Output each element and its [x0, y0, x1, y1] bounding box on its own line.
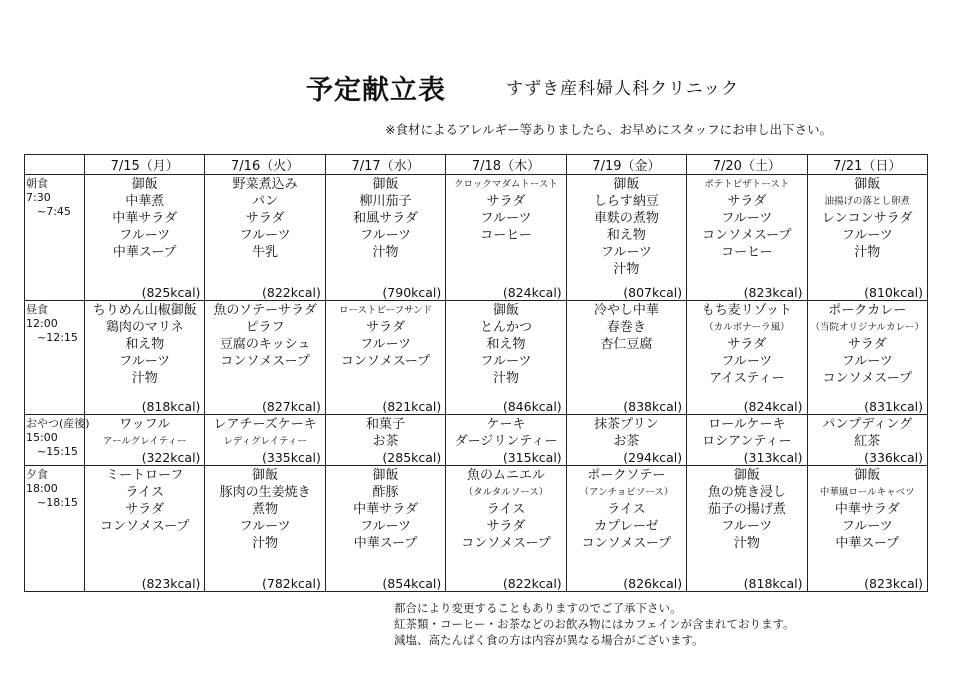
menu-item: 紅茶	[854, 434, 881, 449]
breakfast-row	[25, 175, 928, 301]
menu-item: 中華サラダ	[353, 502, 418, 517]
menu-items	[85, 175, 204, 261]
menu-cell	[687, 415, 807, 466]
meal-label-line: 12:00	[26, 317, 58, 330]
meal-label-line: 18:00	[26, 482, 58, 495]
menu-item: 和菓子	[366, 417, 406, 432]
menu-items	[446, 415, 565, 450]
menu-cell	[325, 415, 445, 466]
menu-item: 中華スープ	[353, 536, 418, 551]
snack-row	[25, 415, 928, 466]
menu-cell	[566, 466, 686, 592]
menu-item: フルーツ	[119, 228, 171, 243]
menu-cell	[85, 466, 205, 592]
menu-item: 抹茶プリン	[594, 417, 659, 432]
menu-items	[85, 415, 204, 450]
menu-items	[808, 466, 927, 552]
menu-item: 和え物	[125, 337, 165, 352]
menu-cell	[566, 175, 686, 301]
menu-item: ローストビーフサンド	[338, 305, 433, 316]
menu-item: フルーツ	[841, 228, 893, 243]
menu-cell	[807, 175, 927, 301]
menu-item: 中華スープ	[835, 536, 900, 551]
menu-item: （当院オリジナルカレー）	[810, 322, 925, 333]
menu-item: 中華煮	[125, 194, 165, 209]
calorie-value: (854kcal)	[382, 576, 442, 591]
calorie-value: (823kcal)	[141, 576, 201, 591]
menu-item: 冷やし中華	[593, 303, 659, 318]
menu-item: 中華サラダ	[834, 502, 900, 517]
day-header: 7/21（日）	[807, 155, 927, 175]
menu-item: サラダ	[486, 519, 526, 534]
calorie-value: (818kcal)	[141, 399, 201, 414]
menu-item: コンソメスープ	[581, 536, 672, 551]
menu-cell	[807, 301, 927, 415]
menu-item: フルーツ	[721, 354, 773, 369]
menu-item: 御飯	[733, 468, 760, 483]
allergy-notice: ※食材によるアレルギー等ありましたら、お早めにスタッフにお申し出下さい。	[385, 122, 833, 137]
menu-item: パンプディング	[822, 417, 913, 432]
day-header: 7/19（金）	[566, 155, 686, 175]
menu-item: ポークソテー	[587, 468, 666, 483]
menu-item: ちりめん山椒御飯	[92, 303, 197, 318]
meal-label-line: 夕食	[26, 468, 48, 481]
calorie-value: (336kcal)	[864, 450, 923, 465]
menu-item: コーヒー	[480, 228, 532, 243]
calorie-value: (322kcal)	[141, 450, 201, 465]
menu-item: 魚の焼き浸し	[707, 485, 786, 500]
calorie-value: (782kcal)	[261, 576, 321, 591]
menu-item: コンソメスープ	[461, 536, 551, 551]
menu-item: 御飯	[613, 177, 640, 192]
day-header: 7/18（木）	[446, 155, 566, 175]
calorie-value: (822kcal)	[502, 576, 562, 591]
menu-item: 汁物	[733, 536, 760, 551]
menu-item: サラダ	[486, 194, 526, 209]
menu-items	[205, 466, 324, 552]
lunch-row	[25, 301, 928, 415]
menu-item: しらす納豆	[593, 194, 659, 209]
menu-cell	[807, 415, 927, 466]
menu-item: 御飯	[372, 468, 399, 483]
menu-item: フルーツ	[239, 519, 291, 534]
menu-item: ロールケーキ	[708, 417, 786, 432]
menu-item: 杏仁豆腐	[600, 337, 653, 352]
calorie-value: (810kcal)	[864, 285, 923, 300]
day-header: 7/15（月）	[85, 155, 205, 175]
menu-item: フルーツ	[360, 519, 412, 534]
calorie-value: (315kcal)	[502, 450, 562, 465]
calorie-value: (826kcal)	[623, 576, 683, 591]
meal-time-label	[25, 175, 85, 301]
menu-item: 魚のソテーサラダ	[213, 303, 317, 318]
menu-item: フルーツ	[360, 228, 412, 243]
meal-label-line: ~15:15	[26, 445, 78, 458]
menu-items	[326, 415, 445, 450]
menu-table	[24, 154, 928, 592]
menu-item: コンソメスープ	[702, 228, 792, 243]
menu-cell	[687, 175, 807, 301]
menu-item: フルーツ	[360, 337, 412, 352]
menu-item: レアチーズケーキ	[213, 417, 317, 432]
menu-item: 中華サラダ	[112, 211, 178, 226]
menu-item: フルーツ	[721, 211, 773, 226]
footer-note: 減塩、高たんぱく食の方は内容が異なる場合がございます。	[394, 633, 704, 647]
menu-item: 御飯	[492, 303, 519, 318]
menu-item: フルーツ	[600, 245, 652, 260]
menu-item: ポークカレー	[828, 303, 907, 318]
menu-item: 汁物	[492, 371, 519, 386]
menu-items	[808, 301, 927, 387]
clinic-name: すずき産科婦人科クリニック	[506, 79, 740, 99]
menu-item: パン	[252, 194, 279, 209]
menu-cell	[446, 415, 566, 466]
calorie-value: (823kcal)	[743, 285, 803, 300]
footer-note: 都合により変更することもありますのでご了承下さい。	[394, 601, 682, 615]
menu-items	[687, 466, 806, 552]
menu-items	[205, 175, 324, 261]
menu-cell	[205, 175, 325, 301]
menu-item: レンコンサラダ	[821, 211, 913, 226]
menu-items	[567, 466, 686, 552]
menu-item: コンソメスープ	[822, 371, 912, 386]
menu-items	[687, 175, 806, 261]
menu-item: （カルボナーラ風）	[704, 322, 790, 333]
menu-cell	[85, 175, 205, 301]
menu-items	[205, 415, 324, 450]
menu-item: サラダ	[125, 502, 165, 517]
menu-item: 豆腐のキッシュ	[219, 337, 311, 352]
calorie-value: (818kcal)	[743, 576, 803, 591]
menu-item: 御飯	[131, 177, 158, 192]
menu-item: （タルタルソース）	[463, 487, 549, 498]
meal-label-line: 昼食	[26, 303, 48, 316]
menu-items	[85, 466, 204, 535]
calorie-value: (313kcal)	[743, 450, 803, 465]
menu-item: ポテトピザトースト	[704, 179, 790, 190]
menu-item: とんかつ	[479, 320, 532, 335]
menu-item: 油揚げの落とし卵煮	[824, 196, 911, 207]
menu-item: 柳川茄子	[359, 194, 412, 209]
menu-item: 中華風ロールキャベツ	[819, 487, 915, 498]
menu-items	[687, 301, 806, 387]
menu-cell	[446, 175, 566, 301]
menu-item: 野菜煮込み	[232, 177, 298, 192]
meal-time-label	[25, 466, 85, 592]
footer-note: 紅茶類・コーヒー・お茶などのお飲み物にはカフェインが含まれております。	[394, 617, 795, 631]
menu-items	[85, 301, 204, 387]
calorie-value: (824kcal)	[743, 399, 803, 414]
menu-item: 煮物	[252, 502, 279, 517]
menu-item: 汁物	[613, 262, 640, 277]
menu-item: 牛乳	[252, 245, 279, 260]
calorie-value: (807kcal)	[623, 285, 683, 300]
menu-item: ダージリンティー	[454, 434, 558, 449]
menu-cell	[205, 301, 325, 415]
menu-cell	[325, 301, 445, 415]
menu-item: （アンチョビソース）	[579, 487, 674, 498]
menu-item: 和え物	[486, 337, 526, 352]
menu-cell	[325, 466, 445, 592]
menu-item: サラダ	[366, 320, 405, 335]
menu-item: フルーツ	[841, 354, 893, 369]
meal-time-label	[25, 301, 85, 415]
day-header: 7/17（水）	[325, 155, 445, 175]
meal-label-line: 15:00	[26, 431, 58, 444]
menu-cell	[205, 466, 325, 592]
page-title: 予定献立表	[306, 75, 446, 106]
calorie-value: (335kcal)	[261, 450, 321, 465]
menu-item: フルーツ	[239, 228, 291, 243]
menu-item: 汁物	[372, 245, 399, 260]
menu-item: ロシアンティー	[702, 434, 792, 449]
meal-label-line: ~7:45	[26, 205, 71, 218]
menu-item: 御飯	[854, 468, 881, 483]
menu-item: フルーツ	[119, 354, 171, 369]
menu-item: 車麩の煮物	[593, 211, 659, 226]
menu-item: カプレーゼ	[594, 519, 659, 534]
menu-item: 鶏肉のマリネ	[105, 320, 184, 335]
menu-item: クロックマダムトースト	[454, 179, 558, 190]
menu-item: コンソメスープ	[340, 354, 431, 369]
menu-item: 和風サラダ	[353, 211, 418, 226]
menu-item: 茄子の揚げ煮	[707, 502, 786, 517]
menu-item: 汁物	[131, 371, 158, 386]
menu-items	[808, 175, 927, 261]
menu-item: ライス	[607, 502, 646, 517]
meal-time-label	[25, 415, 90, 466]
menu-item: レディグレイティー	[223, 436, 307, 447]
menu-item: ケーキ	[486, 417, 526, 432]
meal-label-line: 朝食	[26, 177, 48, 190]
day-header: 7/20（土）	[687, 155, 807, 175]
calorie-value: (846kcal)	[502, 399, 562, 414]
meal-label-line: ~12:15	[26, 331, 78, 344]
meal-label-line: おやつ(産後)	[26, 417, 90, 430]
menu-item: 汁物	[854, 245, 881, 260]
menu-items	[687, 415, 806, 450]
menu-items	[567, 415, 686, 450]
calorie-value: (823kcal)	[864, 576, 923, 591]
calorie-value: (822kcal)	[261, 285, 321, 300]
menu-item: 御飯	[854, 177, 881, 192]
menu-item: お茶	[613, 434, 640, 449]
menu-item: サラダ	[727, 337, 767, 352]
menu-item: ライス	[486, 502, 526, 517]
menu-item: ミートローフ	[106, 468, 184, 483]
corner-cell	[25, 155, 85, 175]
menu-item: 魚のムニエル	[466, 468, 545, 483]
menu-cell	[566, 415, 686, 466]
menu-item: 中華スープ	[112, 245, 177, 260]
menu-items	[567, 175, 686, 278]
menu-item: フルーツ	[480, 354, 532, 369]
menu-cell	[85, 415, 205, 466]
calorie-value: (824kcal)	[502, 285, 562, 300]
menu-item: フルーツ	[480, 211, 532, 226]
calorie-value: (831kcal)	[864, 399, 923, 414]
header-row	[25, 155, 928, 175]
calorie-value: (285kcal)	[382, 450, 442, 465]
menu-items	[808, 415, 927, 450]
menu-item: ライス	[125, 485, 164, 500]
meal-label-line: ~18:15	[26, 496, 78, 509]
menu-item: 御飯	[372, 177, 399, 192]
menu-item: コーヒー	[721, 245, 773, 260]
menu-items	[205, 301, 324, 370]
menu-item: サラダ	[245, 211, 285, 226]
menu-cell	[446, 301, 566, 415]
menu-item: アールグレイティー	[102, 436, 187, 447]
menu-item: コンソメスープ	[99, 519, 190, 534]
menu-items	[446, 301, 565, 387]
calorie-value: (821kcal)	[382, 399, 442, 414]
menu-items	[567, 301, 686, 353]
menu-cell	[687, 301, 807, 415]
menu-item: コンソメスープ	[220, 354, 310, 369]
menu-cell	[325, 175, 445, 301]
menu-item: 汁物	[252, 536, 279, 551]
calorie-value: (825kcal)	[141, 285, 201, 300]
menu-item: サラダ	[727, 194, 767, 209]
calorie-value: (294kcal)	[623, 450, 683, 465]
menu-cell	[85, 301, 205, 415]
menu-item: フルーツ	[841, 519, 893, 534]
menu-item: もち麦リゾット	[701, 303, 792, 318]
day-header: 7/16（火）	[205, 155, 325, 175]
menu-cell	[687, 466, 807, 592]
calorie-value: (790kcal)	[382, 285, 442, 300]
dinner-row	[25, 466, 928, 592]
menu-item: アイスティー	[709, 371, 785, 386]
menu-item: 和え物	[606, 228, 646, 243]
menu-cell	[446, 466, 566, 592]
menu-item: お茶	[372, 434, 399, 449]
menu-items	[446, 175, 565, 244]
menu-items	[326, 175, 445, 261]
menu-items	[326, 301, 445, 370]
menu-item: 御飯	[252, 468, 279, 483]
menu-item: 酢豚	[372, 485, 399, 500]
calorie-value: (838kcal)	[623, 399, 683, 414]
menu-items	[326, 466, 445, 552]
meal-label-line: 7:30	[26, 191, 51, 204]
menu-item: 春巻き	[606, 320, 646, 335]
menu-item: ワッフル	[119, 417, 171, 432]
menu-cell	[205, 415, 325, 466]
menu-cell	[807, 466, 927, 592]
footer-notes	[394, 600, 795, 648]
menu-item: 豚肉の生姜焼き	[219, 485, 311, 500]
menu-item: サラダ	[847, 337, 887, 352]
menu-items	[446, 466, 565, 552]
menu-cell	[566, 301, 686, 415]
calorie-value: (827kcal)	[261, 399, 321, 414]
menu-item: フルーツ	[721, 519, 773, 534]
menu-item: ピラフ	[245, 320, 285, 335]
